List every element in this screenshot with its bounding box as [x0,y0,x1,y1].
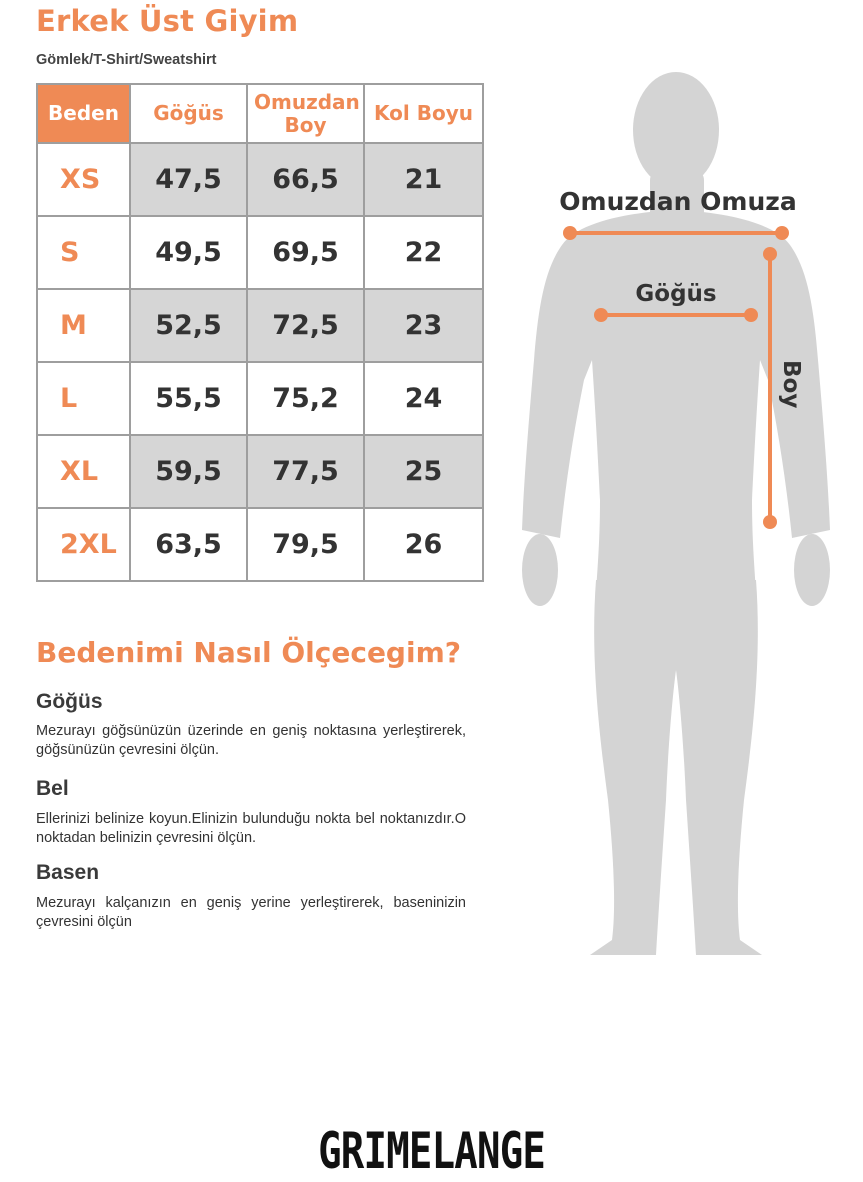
shoulder-length-value: 66,5 [247,143,364,216]
size-label: XL [37,435,130,508]
guide-heading-waist: Bel [36,777,69,800]
chest-value: 63,5 [130,508,247,581]
header-sleeve-length: Kol Boyu [364,84,483,143]
chest-value: 49,5 [130,216,247,289]
shoulder-length-value: 72,5 [247,289,364,362]
page-title: Erkek Üst Giyim [36,4,299,38]
header-size: Beden [37,84,130,143]
table-row [37,143,483,216]
page-subtitle: Gömlek/T-Shirt/Sweatshirt [36,52,217,68]
header-shoulder-length: Omuzdan Boy [247,84,364,143]
guide-title: Bedenimi Nasıl Ölçecegim? [36,636,461,669]
size-label: L [37,362,130,435]
shoulder-length-value: 75,2 [247,362,364,435]
guide-heading-hip: Basen [36,861,100,884]
chest-label: Göğüs [635,281,717,307]
guide-heading-chest: Göğüs [36,690,103,713]
size-label: XS [37,143,130,216]
header-chest: Göğüs [130,84,247,143]
shoulder-length-value: 79,5 [247,508,364,581]
brand-logo-text: GRIMELANGE [318,1122,546,1180]
guide-text-waist: Ellerinizi belinize koyun.Elinizin bulunduğu nokta bel noktanızdır.O noktadan belinizin çevresini ölçün. [36,811,466,846]
shoulder-length-value: 69,5 [247,216,364,289]
chest-value: 52,5 [130,289,247,362]
guide-text-hip: Mezurayı kalçanızın en geniş yerine yerleştirerek, baseninizin çevresini ölçün [36,895,466,930]
length-bottom-dot [763,515,777,529]
chest-value: 47,5 [130,143,247,216]
sleeve-length-value: 23 [364,289,483,362]
sleeve-length-value: 22 [364,216,483,289]
size-label: S [37,216,130,289]
length-label: Boy [778,360,804,409]
table-row [37,362,483,435]
chest-value: 59,5 [130,435,247,508]
body-measurement-figure [500,60,860,980]
shoulder-length-value: 77,5 [247,435,364,508]
size-table [36,83,484,582]
size-label: M [37,289,130,362]
table-header-row [37,84,483,143]
table-row [37,289,483,362]
chest-value: 55,5 [130,362,247,435]
table-row [37,508,483,581]
shoulder-left-dot [563,226,577,240]
chest-right-dot [744,308,758,322]
sleeve-length-value: 21 [364,143,483,216]
shoulder-label: Omuzdan Omuza [559,187,797,216]
table-row [37,216,483,289]
shoulder-right-dot [775,226,789,240]
table-row [37,435,483,508]
sleeve-length-value: 26 [364,508,483,581]
sleeve-length-value: 25 [364,435,483,508]
sleeve-length-value: 24 [364,362,483,435]
size-label: 2XL [37,508,130,581]
chest-left-dot [594,308,608,322]
guide-text-chest: Mezurayı göğsünüzün üzerinde en geniş noktasına yerleştirerek, göğsünüzün çevresini ölçün. [36,723,466,758]
length-top-dot [763,247,777,261]
